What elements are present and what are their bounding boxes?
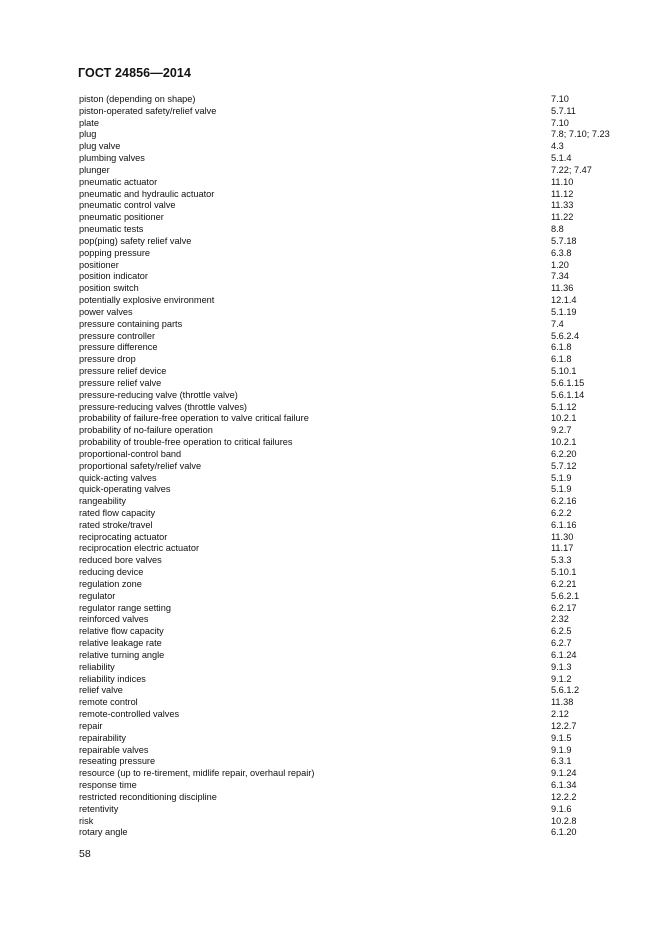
index-entry (79, 638, 619, 650)
index-reference: 5.6.2.1 (551, 590, 580, 601)
index-term: reseating pressure (79, 756, 156, 767)
index-term: repairable valves (79, 744, 149, 755)
index-entry (79, 354, 619, 366)
index-reference: 5.6.1.15 (551, 377, 585, 388)
index-entry (79, 402, 619, 414)
index-term: rotary angle (79, 827, 128, 838)
index-reference: 11.36 (551, 283, 574, 294)
index-entry (79, 141, 619, 153)
index-term: pneumatic positioner (79, 212, 164, 223)
index-reference: 7.8; 7.10; 7.23 (551, 129, 610, 140)
index-entry (79, 129, 619, 141)
index-reference: 11.33 (551, 200, 574, 211)
index-entry (79, 342, 619, 354)
index-term: probability of trouble-free operation to critical failures (79, 437, 293, 448)
index-entry (79, 378, 619, 390)
index-entry (79, 614, 619, 626)
page-number: 58 (79, 848, 91, 860)
index-reference: 7.4 (551, 318, 564, 329)
index-reference: 10.2.8 (551, 815, 577, 826)
index-term: repairability (79, 732, 126, 743)
index-term: position switch (79, 283, 139, 294)
index-reference: 5.6.2.4 (551, 330, 580, 341)
index-term: pressure drop (79, 354, 136, 365)
index-entry (79, 212, 619, 224)
index-entry (79, 319, 619, 331)
index-term: pressure controller (79, 330, 156, 341)
index-term: pneumatic control valve (79, 200, 176, 211)
index-entry (79, 567, 619, 579)
index-entry (79, 816, 619, 828)
index-reference: 12.1.4 (551, 295, 577, 306)
index-entry (79, 721, 619, 733)
index-reference: 6.2.17 (551, 602, 577, 613)
index-entry (79, 106, 619, 118)
index-term: quick-operating valves (79, 484, 171, 495)
index-reference: 11.10 (551, 176, 574, 187)
index-reference: 11.12 (551, 188, 574, 199)
index-reference: 9.1.2 (551, 673, 572, 684)
index-term: reduced bore valves (79, 555, 162, 566)
index-reference: 5.10.1 (551, 567, 577, 578)
index-entry (79, 449, 619, 461)
index-entry (79, 543, 619, 555)
index-entry (79, 603, 619, 615)
index-reference: 6.2.7 (551, 638, 572, 649)
index-term: pressure-reducing valve (throttle valve) (79, 389, 238, 400)
index-entry (79, 579, 619, 591)
index-entry (79, 236, 619, 248)
index-term: risk (79, 815, 94, 826)
term-index (79, 94, 619, 839)
index-term: remote-controlled valves (79, 709, 180, 720)
index-term: pneumatic tests (79, 224, 144, 235)
index-term: proportional-control band (79, 448, 182, 459)
index-term: repair (79, 720, 103, 731)
index-term: pressure-reducing valves (throttle valves) (79, 401, 247, 412)
document-header: ГОСТ 24856—2014 (78, 66, 192, 80)
index-reference: 10.2.1 (551, 437, 577, 448)
index-reference: 7.10 (551, 94, 569, 104)
index-entry (79, 685, 619, 697)
index-entry (79, 626, 619, 638)
index-term: resource (up to re-tirement, midlife repair, overhaul repair) (79, 768, 315, 779)
index-entry (79, 165, 619, 177)
index-term: plug valve (79, 141, 121, 152)
index-reference: 6.2.16 (551, 496, 577, 507)
index-reference: 6.1.34 (551, 780, 577, 791)
index-reference: 8.8 (551, 224, 564, 235)
index-term: piston-operated safety/relief valve (79, 105, 217, 116)
index-reference: 5.10.1 (551, 366, 577, 377)
index-term: relative turning angle (79, 649, 165, 660)
index-reference: 11.17 (551, 543, 574, 554)
index-reference: 5.1.19 (551, 306, 577, 317)
index-entry (79, 271, 619, 283)
index-term: rated stroke/travel (79, 519, 153, 530)
index-term: piston (depending on shape) (79, 94, 196, 104)
index-entry (79, 200, 619, 212)
index-term: regulator (79, 590, 116, 601)
index-reference: 6.2.20 (551, 448, 577, 459)
index-term: pneumatic actuator (79, 176, 158, 187)
index-reference: 1.20 (551, 259, 569, 270)
index-reference: 6.1.8 (551, 342, 572, 353)
index-entry (79, 260, 619, 272)
index-reference: 2.12 (551, 709, 569, 720)
index-reference: 9.1.3 (551, 661, 572, 672)
index-term: pressure relief valve (79, 377, 162, 388)
index-term: rated flow capacity (79, 507, 156, 518)
index-term: positioner (79, 259, 119, 270)
index-reference: 12.2.2 (551, 791, 577, 802)
index-reference: 6.1.8 (551, 354, 572, 365)
index-reference: 9.1.24 (551, 768, 577, 779)
index-entry (79, 827, 619, 839)
index-entry (79, 697, 619, 709)
index-reference: 6.2.2 (551, 507, 572, 518)
index-reference: 5.1.9 (551, 472, 572, 483)
index-entry (79, 248, 619, 260)
index-entry (79, 508, 619, 520)
index-entry (79, 461, 619, 473)
index-entry (79, 591, 619, 603)
index-reference: 6.3.1 (551, 756, 572, 767)
index-entry (79, 792, 619, 804)
index-term: reducing device (79, 567, 144, 578)
index-entry (79, 224, 619, 236)
index-entry (79, 496, 619, 508)
index-reference: 7.34 (551, 271, 569, 282)
index-reference: 6.3.8 (551, 247, 572, 258)
index-reference: 9.1.5 (551, 732, 572, 743)
index-entry (79, 745, 619, 757)
index-term: relative flow capacity (79, 626, 164, 637)
index-reference: 11.38 (551, 697, 574, 708)
index-reference: 7.22; 7.47 (551, 164, 592, 175)
index-reference: 9.1.6 (551, 803, 572, 814)
index-entry (79, 520, 619, 532)
index-entry (79, 768, 619, 780)
index-term: plug (79, 129, 97, 140)
index-term: position indicator (79, 271, 148, 282)
index-entry (79, 650, 619, 662)
index-term: plunger (79, 164, 110, 175)
index-term: relief valve (79, 685, 123, 696)
index-reference: 11.22 (551, 212, 574, 223)
index-reference: 9.2.7 (551, 425, 572, 436)
index-term: remote control (79, 697, 138, 708)
index-term: retentivity (79, 803, 119, 814)
index-reference: 7.10 (551, 117, 569, 128)
index-term: popping pressure (79, 247, 150, 258)
index-term: regulator range setting (79, 602, 171, 613)
index-reference: 9.1.9 (551, 744, 572, 755)
index-term: pop(ping) safety relief valve (79, 235, 192, 246)
index-entry (79, 307, 619, 319)
index-entry (79, 674, 619, 686)
index-term: reliability (79, 661, 115, 672)
index-reference: 5.6.1.2 (551, 685, 580, 696)
index-reference: 5.7.12 (551, 460, 577, 471)
index-entry (79, 177, 619, 189)
index-term: reinforced valves (79, 614, 149, 625)
index-term: restricted reconditioning discipline (79, 791, 217, 802)
index-reference: 4.3 (551, 141, 564, 152)
index-reference: 11.30 (551, 531, 574, 542)
index-entry (79, 425, 619, 437)
index-term: pressure containing parts (79, 318, 183, 329)
index-term: reciprocation electric actuator (79, 543, 200, 554)
index-reference: 6.2.21 (551, 578, 577, 589)
index-entry (79, 189, 619, 201)
index-entry (79, 709, 619, 721)
index-reference: 5.6.1.14 (551, 389, 585, 400)
index-term: regulation zone (79, 578, 142, 589)
index-entry (79, 390, 619, 402)
index-entry (79, 473, 619, 485)
index-reference: 10.2.1 (551, 413, 577, 424)
index-term: pneumatic and hydraulic actuator (79, 188, 215, 199)
index-reference: 12.2.7 (551, 720, 577, 731)
index-entry (79, 283, 619, 295)
index-entry (79, 413, 619, 425)
index-term: reciprocating actuator (79, 531, 168, 542)
index-term: reliability indices (79, 673, 146, 684)
index-term: plumbing valves (79, 153, 145, 164)
index-reference: 6.1.20 (551, 827, 577, 838)
index-entry (79, 804, 619, 816)
index-entry (79, 555, 619, 567)
index-term: pressure relief device (79, 366, 167, 377)
index-term: potentially explosive environment (79, 295, 215, 306)
index-entry (79, 733, 619, 745)
index-entry (79, 94, 619, 106)
index-term: probability of no-failure operation (79, 425, 213, 436)
index-entry (79, 437, 619, 449)
index-entry (79, 118, 619, 130)
index-reference: 5.7.18 (551, 235, 577, 246)
index-reference: 6.1.24 (551, 649, 577, 660)
index-term: relative leakage rate (79, 638, 162, 649)
index-reference: 5.1.12 (551, 401, 577, 412)
index-reference: 5.1.4 (551, 153, 572, 164)
index-term: rangeability (79, 496, 126, 507)
index-term: power valves (79, 306, 133, 317)
index-entry (79, 662, 619, 674)
index-entry (79, 331, 619, 343)
index-term: pressure difference (79, 342, 158, 353)
index-entry (79, 484, 619, 496)
index-entry (79, 532, 619, 544)
index-reference: 5.1.9 (551, 484, 572, 495)
index-reference: 6.2.5 (551, 626, 572, 637)
index-reference: 2.32 (551, 614, 569, 625)
index-term: probability of failure-free operation to valve critical failure (79, 413, 309, 424)
index-term: quick-acting valves (79, 472, 157, 483)
index-entry (79, 295, 619, 307)
index-reference: 5.3.3 (551, 555, 572, 566)
index-term: plate (79, 117, 99, 128)
index-entry (79, 366, 619, 378)
index-reference: 5.7.11 (551, 105, 576, 116)
index-entry (79, 780, 619, 792)
index-entry (79, 153, 619, 165)
index-term: proportional safety/relief valve (79, 460, 202, 471)
index-reference: 6.1.16 (551, 519, 577, 530)
index-term: response time (79, 780, 137, 791)
index-entry (79, 756, 619, 768)
